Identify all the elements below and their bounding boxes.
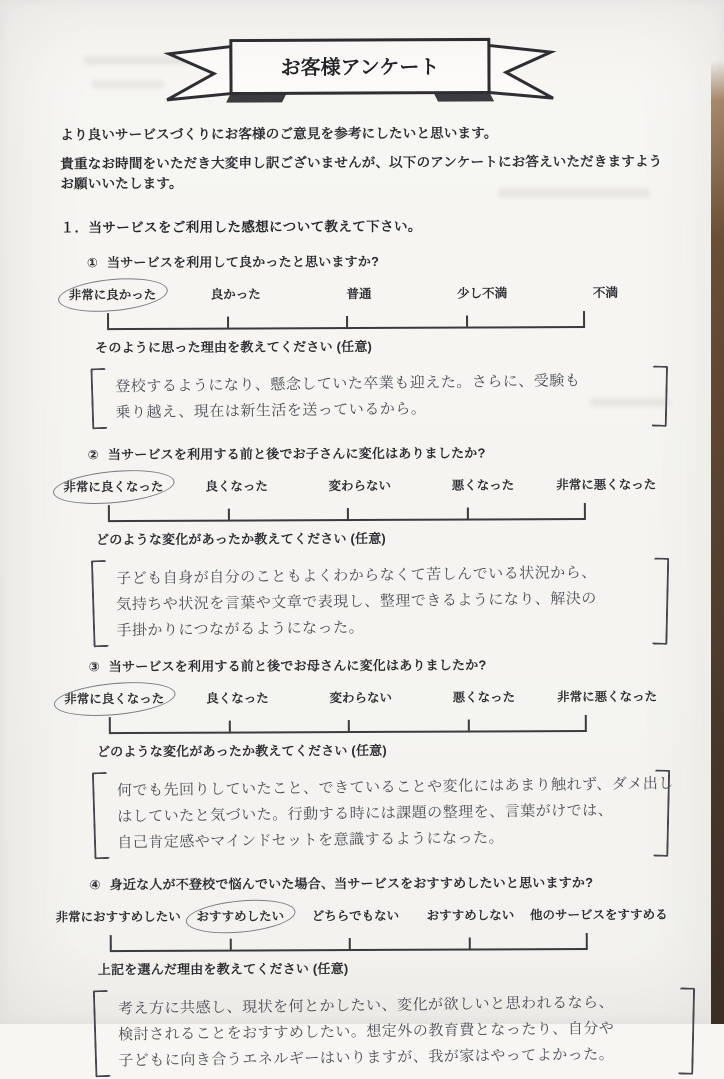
rating-options [52, 474, 668, 497]
rating-option-label: 少し不満 [457, 286, 508, 301]
bracket-left [93, 990, 111, 1077]
handwriting-line: 子どもに向き合うエネルギーはいりますが、我が家はやってよかった。 [118, 1045, 615, 1070]
scale-tick [348, 720, 350, 731]
rating-option-label: 非常に良くなった [61, 476, 165, 496]
question-label: 当サービスを利用して良かったと思いますか? [106, 253, 380, 271]
scale-tick [108, 505, 110, 520]
rating-option-label: 非常に良くなった [62, 688, 166, 708]
question-number: ① [86, 255, 99, 271]
intro-line: 貴重なお時間をいただき大変申し訳ございませんが、以下のアンケートにお答えいただきますようお願いいたします。 [60, 153, 663, 192]
handwriting-line: 子ども自身が自分のこともよくわからなくて苦しんでいる状況から、 [116, 564, 597, 588]
rating-option [413, 904, 528, 925]
rating-option [528, 904, 670, 925]
rating-scale [108, 503, 586, 522]
rating-option-label: 良くなった [205, 479, 268, 494]
handwritten-answer [93, 769, 674, 861]
handwriting-line: 乗り越え、現在は新生活を送っているから。 [115, 400, 427, 422]
handwriting-line: 手掛かりにつながるようになった。 [116, 619, 365, 640]
question-label: 当サービスを利用する前と後でお母さんに変化はありましたか? [108, 657, 487, 675]
rating-option [298, 905, 413, 926]
scale-tick [584, 503, 586, 518]
question-text [89, 871, 724, 893]
followup-label: どのような変化があったか教えてください (任意) [95, 530, 386, 548]
rating-option [51, 284, 174, 305]
rating-option [52, 476, 175, 497]
scale-tick [229, 939, 231, 950]
rating-option-label: 普通 [346, 286, 372, 302]
question-block-4 [55, 871, 724, 1078]
question-block-3 [63, 653, 724, 860]
rating-option [176, 687, 299, 708]
scale-tick [107, 313, 109, 328]
rating-option-label: 不満 [592, 285, 618, 300]
rating-scale [110, 933, 588, 952]
question-number: ③ [88, 659, 100, 675]
question-text [87, 249, 723, 271]
rating-option [299, 687, 422, 708]
question-number: ② [87, 447, 99, 463]
scale-tick [468, 938, 470, 949]
scale-tick [349, 938, 351, 949]
bracket-left [90, 368, 107, 429]
rating-option [545, 474, 668, 495]
table-edge-background [711, 60, 724, 1024]
scale-tick [347, 508, 349, 519]
rating-option [422, 686, 545, 707]
question-block-1 [61, 249, 724, 430]
rating-option-label: 非常に良かった [67, 284, 159, 304]
rating-option-label: 悪くなった [451, 478, 515, 493]
handwritten-answer [91, 365, 667, 431]
rating-scale [107, 311, 585, 330]
rating-option [174, 283, 297, 304]
scale-tick [466, 316, 468, 327]
rating-option-label: 非常に悪くなった [556, 477, 657, 493]
rating-option [545, 686, 668, 707]
question-block-2 [62, 441, 724, 648]
rating-option [53, 688, 176, 709]
rating-option-label: 良くなった [206, 691, 269, 706]
scale-tick [585, 715, 587, 730]
handwriting-line: 考え方に共感し、現状を何とかしたい、変化が欲しいと思われるなら、 [117, 993, 615, 1018]
rating-option [420, 282, 543, 303]
rating-option-label: 他のサービスをすすめる [529, 907, 668, 923]
question-label: 当サービスを利用する前と後でお子さんに変化はありましたか? [107, 445, 486, 463]
scale-tick [110, 935, 112, 950]
question-number: ④ [89, 877, 101, 893]
scale-tick [586, 933, 588, 948]
scale-tick [109, 717, 111, 732]
followup-label: 上記を選んだ理由を教えてください (任意) [97, 961, 349, 978]
handwritten-answer [92, 557, 668, 649]
scale-tick [466, 508, 468, 519]
scale-tick [228, 721, 230, 732]
bracket-right [678, 987, 695, 1074]
rating-option [297, 283, 420, 304]
rating-option [298, 475, 421, 496]
scale-tick [467, 720, 469, 731]
handwriting-line: 気持ちや状況を言葉や文章で表現し、整理できるようになり、解決の [116, 590, 597, 614]
rating-option [421, 474, 544, 495]
handwriting-line: 検討されることをおすすめしたい。想定外の教育費となったり、自分や [118, 1019, 615, 1044]
rating-option [183, 905, 298, 926]
handwriting-line: はしていたと気づいた。行動する時には課題の整理を、言葉がけでは、 [117, 801, 614, 826]
handwriting-line: 何でも先回りしていたこと、できていることや変化にはあまり触れず、ダメ出し [116, 775, 674, 800]
rating-option-label: 非常に悪くなった [557, 689, 658, 705]
rating-option-label: どちらでもない [311, 908, 400, 924]
handwritten-answer [94, 987, 694, 1079]
intro-text [60, 121, 670, 193]
rating-option [54, 906, 183, 927]
handwriting-line: 登校するようになり、懸念していた卒業も迎えた。さらに、受験も [115, 372, 581, 396]
rating-option-label: 悪くなった [452, 690, 516, 705]
rating-option-label: 変わらない [329, 690, 392, 706]
rating-option-label: 非常におすすめしたい [55, 909, 181, 925]
question-text [88, 441, 724, 463]
ribbon-banner [0, 32, 722, 113]
bracket-right [652, 558, 669, 645]
followup-label: そのように思った理由を教えてください (任意) [95, 338, 373, 356]
rating-options [53, 686, 669, 709]
rating-option-label: 良かった [210, 287, 261, 302]
banner-title: お客様アンケート [280, 56, 440, 80]
rating-scale [109, 715, 587, 734]
rating-options [54, 904, 670, 927]
scale-tick [227, 509, 229, 520]
rating-option-label: 変わらない [328, 478, 392, 494]
handwriting-line: 自己肯定感やマインドセットを意識するようになった。 [117, 829, 505, 852]
rating-options [51, 282, 667, 305]
bracket-left [92, 772, 110, 859]
scale-tick [346, 316, 348, 327]
scale-tick [227, 317, 229, 328]
question-text [89, 653, 724, 675]
rating-option [175, 475, 298, 496]
rating-option [544, 282, 667, 303]
scale-tick [583, 311, 585, 326]
ribbon-left-tail [167, 47, 231, 100]
rating-option-label: おすすめしない [426, 908, 515, 923]
ribbon-banner-graphic [159, 33, 561, 113]
ribbon-right-tail [489, 45, 553, 98]
bracket-right [652, 366, 668, 427]
question-label: 身近な人が不登校で悩んでいた場合、当サービスをおすすめしたいと思いますか? [109, 874, 594, 893]
followup-label: どのような変化があったか教えてください (任意) [96, 742, 387, 760]
intro-line: より良いサービスづくりにお客様のご意見を参考にしたいと思います。 [60, 125, 498, 143]
section-title: １．当サービスをご利用した感想について教えて下さい。 [60, 218, 422, 236]
rating-option-label: おすすめしたい [194, 905, 286, 925]
bracket-left [91, 560, 109, 647]
